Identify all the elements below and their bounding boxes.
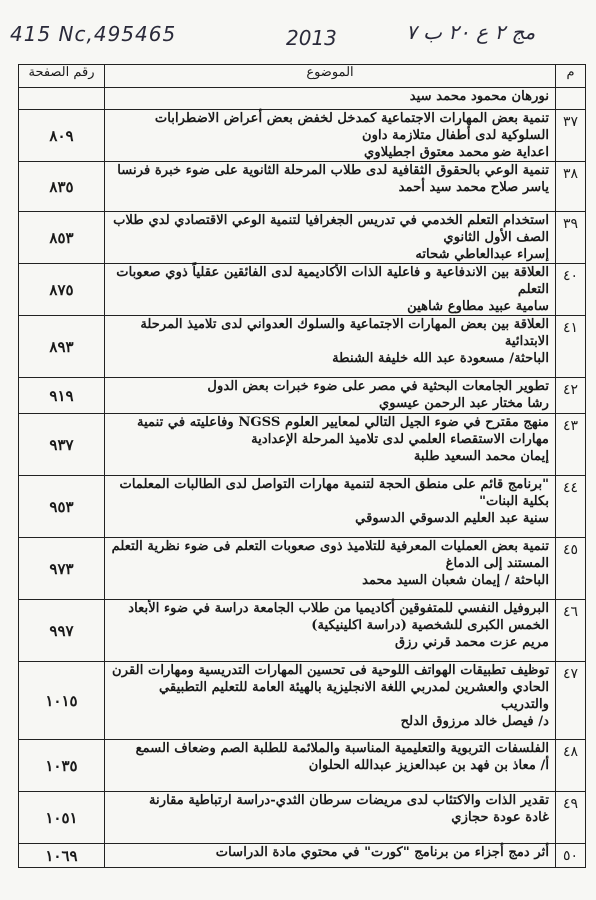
table-row	[19, 662, 586, 740]
header-page: رقم الصفحة	[19, 65, 105, 88]
table-row	[19, 538, 586, 600]
table-row	[19, 162, 586, 212]
entry-title: تطوير الجامعات البحثية في مصر على ضوء خبرات بعض الدول	[207, 379, 549, 394]
entry-topic	[105, 662, 556, 740]
entry-page-number: ٨٠٩	[19, 110, 105, 162]
entry-title: منهج مقترح في ضوء الجيل التالي لمعايير العلوم NGSS وفاعليته في تنمية مهارات الاستقصاء العلمي لدى تلاميذ المرحلة الإعدادية	[137, 415, 549, 447]
entry-page-number: ١٠٣٥	[19, 740, 105, 792]
entry-author: د/ فيصل خالد مرزوق الدلح	[400, 714, 549, 729]
entry-title: تقدير الذات والاكتئاب لدى مريضات سرطان الثدي-دراسة ارتباطية مقارنة	[148, 793, 549, 808]
entry-number: ٣٨	[556, 162, 586, 212]
table-row	[19, 476, 586, 538]
table-row	[19, 316, 586, 378]
entry-number: ٤٠	[556, 264, 586, 316]
entry-topic	[105, 740, 556, 792]
entry-number: ٥٠	[556, 844, 586, 868]
entry-number: ٤٦	[556, 600, 586, 662]
entry-page-number	[19, 88, 105, 110]
entry-page-number: ٨٩٣	[19, 316, 105, 378]
entry-author: أ/ معاذ بن فهد بن عبدالعزيز عبدالله الحلوان	[308, 758, 549, 773]
entry-author: ياسر صلاح محمد سيد أحمد	[398, 180, 549, 195]
entry-topic	[105, 110, 556, 162]
entry-number: ٤٨	[556, 740, 586, 792]
table-row	[19, 110, 586, 162]
handwritten-volume-ref: مج ٢ ع ٢٠ ب ٧	[406, 20, 536, 44]
table-row	[19, 600, 586, 662]
entry-author: إسراء عبدالعاطي شحاته	[415, 247, 549, 262]
entry-number: ٤٧	[556, 662, 586, 740]
entry-author: سنية عبد العليم الدسوقي الدسوقي	[355, 511, 549, 526]
entry-topic	[105, 844, 556, 868]
header-row	[19, 65, 586, 88]
table-of-contents	[18, 64, 586, 868]
table-row	[19, 88, 586, 110]
entry-page-number: ١٠٥١	[19, 792, 105, 844]
entry-topic	[105, 600, 556, 662]
entry-title: استخدام التعلم الخدمي في تدريس الجغرافيا لتنمية الوعي الاقتصادي لدي طلاب الصف الأول الثانوي	[113, 213, 549, 245]
entry-author: غادة عودة حجازي	[451, 810, 549, 825]
entry-title: "برنامج قائم على منطق الحجة لتنمية مهارات التواصل لدى الطالبات المعلمات بكلية البنات"	[119, 477, 549, 509]
entry-number: ٤٣	[556, 414, 586, 476]
entry-number: ٣٧	[556, 110, 586, 162]
entry-number: ٤٥	[556, 538, 586, 600]
entry-number: ٤١	[556, 316, 586, 378]
header-topic: الموضوع	[105, 65, 556, 88]
entry-title: الفلسفات التربوية والتعليمية المناسبة والملائمة للطلبة الصم وضعاف السمع	[135, 741, 549, 756]
table-row	[19, 378, 586, 414]
entry-author: سامية عبيد مطاوع شاهين	[407, 299, 549, 314]
entry-author: الباحثة/ مسعودة عبد الله خليفة الشنطة	[332, 351, 549, 366]
entry-author: مريم عزت محمد قرني رزق	[394, 635, 549, 650]
entry-number: ٤٩	[556, 792, 586, 844]
entry-page-number: ٩٧٣	[19, 538, 105, 600]
table-row	[19, 212, 586, 264]
entry-author: اعداية ضو محمد معتوق اجطيلاوي	[364, 145, 549, 160]
entry-title: العلاقة بين بعض المهارات الاجتماعية والسلوك العدواني لدى تلاميذ المرحلة الابتدائية	[140, 317, 549, 349]
entry-author: نورهان محمود محمد سيد	[409, 89, 549, 104]
entry-topic	[105, 212, 556, 264]
entry-number	[556, 88, 586, 110]
entry-title: تنمية الوعي بالحقوق الثقافية لدى طلاب المرحلة الثانوية على ضوء خبرة فرنسا	[117, 163, 549, 178]
entry-topic	[105, 476, 556, 538]
entry-page-number: ٨٧٥	[19, 264, 105, 316]
entry-author: رشا مختار عبد الرحمن عيسوي	[378, 396, 549, 411]
entry-page-number: ٩١٩	[19, 378, 105, 414]
entry-number: ٤٤	[556, 476, 586, 538]
entry-title: تنمية بعض العمليات المعرفية للتلاميذ ذوى صعوبات التعلم فى ضوء نظرية التعلم المستند إلى الدماغ	[111, 539, 549, 571]
entry-page-number: ١٠٦٩	[19, 844, 105, 868]
entry-page-number: ١٠١٥	[19, 662, 105, 740]
entry-title: أثر دمج أجزاء من برنامج "كورت" في محتوي مادة الدراسات	[215, 845, 549, 860]
entry-topic	[105, 378, 556, 414]
table-row	[19, 414, 586, 476]
entry-title: العلاقة بين الاندفاعية و فاعلية الذات الأكاديمية لدى الفائقين عقلياً ذوي صعوبات التعلم	[116, 265, 549, 297]
entry-number: ٣٩	[556, 212, 586, 264]
handwritten-call-number: 415 Nc,495465	[10, 22, 177, 46]
entry-page-number: ٨٥٣	[19, 212, 105, 264]
entry-author: إيمان محمد السعيد طلبة	[413, 449, 549, 464]
entry-author: الباحثة / إيمان شعبان السيد محمد	[362, 573, 549, 588]
entry-page-number: ٩٣٧	[19, 414, 105, 476]
entry-page-number: ٩٩٧	[19, 600, 105, 662]
entry-topic	[105, 538, 556, 600]
entry-topic	[105, 792, 556, 844]
handwritten-year: 2013	[286, 26, 337, 50]
table-row	[19, 792, 586, 844]
table-row	[19, 740, 586, 792]
entry-page-number: ٩٥٣	[19, 476, 105, 538]
entry-topic	[105, 162, 556, 212]
entry-number: ٤٢	[556, 378, 586, 414]
entry-title: توظيف تطبيقات الهواتف اللوحية فى تحسين المهارات التدريسية ومهارات القرن الحادي والعشرين لمدربي اللغة الانجليزية بالهيئة العامة للتعليم التطبيقي والتدريب	[112, 663, 549, 712]
entry-topic	[105, 264, 556, 316]
entry-page-number: ٨٣٥	[19, 162, 105, 212]
entry-topic	[105, 316, 556, 378]
entry-title: البروفيل النفسي للمتفوقين أكاديميا من طلاب الجامعة دراسة في ضوء الأبعاد الخمس الكبرى للشخصية (دراسة اكلينيكية)	[128, 601, 549, 633]
header-number: م	[556, 65, 586, 88]
handwritten-annotations	[0, 0, 596, 64]
entry-topic	[105, 88, 556, 110]
entry-title: تنمية بعض المهارات الاجتماعية كمدخل لخفض بعض أعراض الاضطرابات السلوكية لدى أطفال متلازمة داون	[154, 111, 549, 143]
table-row	[19, 264, 586, 316]
table-row	[19, 844, 586, 868]
entry-topic	[105, 414, 556, 476]
